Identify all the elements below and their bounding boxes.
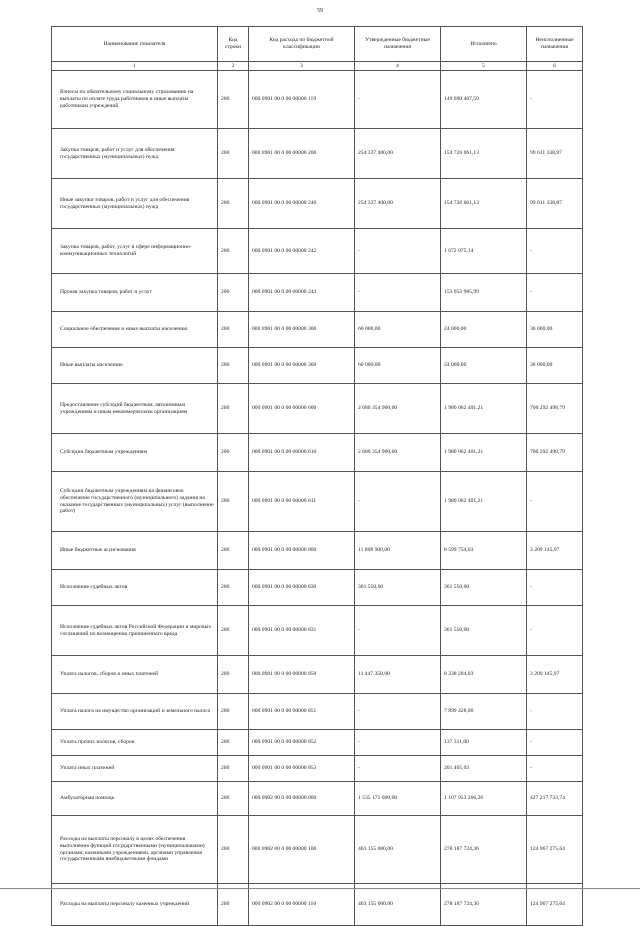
table-row <box>52 434 583 472</box>
table-row <box>52 884 583 926</box>
line-code-cell: 200 <box>218 606 249 656</box>
budget-code-cell: 000 0901 00 0 00 00000 611 <box>249 472 355 532</box>
budget-code-cell: 000 0901 00 0 00 00000 851 <box>249 694 355 730</box>
page-number: 59 <box>317 8 323 14</box>
budget-code-cell: 000 0901 00 0 00 00000 360 <box>249 348 355 384</box>
table-row <box>52 348 583 384</box>
executed-amount-cell: 1 980 062 401,21 <box>441 434 527 472</box>
line-code-cell: 200 <box>218 434 249 472</box>
budget-code-cell: 000 0901 00 0 00 00000 600 <box>249 384 355 434</box>
line-code-cell: 200 <box>218 384 249 434</box>
line-code-cell: 200 <box>218 756 249 782</box>
budget-code-cell: 000 0901 00 0 00 00000 830 <box>249 570 355 606</box>
approved-amount-cell: 254 337 400,00 <box>355 129 441 179</box>
column-number: 2 <box>218 62 249 71</box>
line-code-cell: 200 <box>218 884 249 926</box>
column-number: 4 <box>355 62 441 71</box>
indicator-name-cell: Уплата иных платежей <box>52 756 218 782</box>
line-code-cell: 200 <box>218 179 249 229</box>
table-row <box>52 532 583 570</box>
table-row <box>52 129 583 179</box>
budget-code-cell: 000 0901 00 0 00 00000 240 <box>249 179 355 229</box>
line-code-cell: 200 <box>218 656 249 694</box>
budget-code-cell: 000 0901 00 0 00 00000 831 <box>249 606 355 656</box>
line-code-cell: 200 <box>218 229 249 274</box>
column-number: 3 <box>249 62 355 71</box>
budget-code-cell: 000 0901 00 0 00 00000 610 <box>249 434 355 472</box>
unexecuted-amount-cell: 700 292 498,79 <box>527 384 583 434</box>
unexecuted-amount-cell: - <box>527 730 583 756</box>
indicator-name-cell: Уплата налога на имущество организаций и земельного налога <box>52 694 218 730</box>
executed-amount-cell: 1 980 062 401,21 <box>441 384 527 434</box>
budget-code-cell: 000 0901 00 0 00 00000 242 <box>249 229 355 274</box>
indicator-name-cell: Амбулаторная помощь <box>52 782 218 816</box>
table-row <box>52 384 583 434</box>
budget-code-cell: 000 0901 00 0 00 00000 850 <box>249 656 355 694</box>
table-row <box>52 229 583 274</box>
line-code-cell: 200 <box>218 274 249 312</box>
budget-code-cell: 000 0902 00 0 00 00000 100 <box>249 816 355 884</box>
unexecuted-amount-cell: 99 611 338,87 <box>527 179 583 229</box>
indicator-name-cell: Прочая закупка товаров, работ и услуг <box>52 274 218 312</box>
indicator-name-cell: Предоставление субсидий бюджетным, автономным учреждениям и иным некоммерческим организациям <box>52 384 218 434</box>
unexecuted-amount-cell: 36 000,00 <box>527 348 583 384</box>
indicator-name-cell: Взносы по обязательному социальному страхованию на выплаты по оплате труда работников и иные выплаты работникам учреждений <box>52 71 218 129</box>
approved-amount-cell: 11 808 900,00 <box>355 532 441 570</box>
executed-amount-cell: 1 672 075,14 <box>441 229 527 274</box>
table-row <box>52 656 583 694</box>
approved-amount-cell: - <box>355 606 441 656</box>
indicator-name-cell: Иные закупки товаров, работ и услуг для обеспечения государственных (муниципальных) нужд <box>52 179 218 229</box>
header-executed: Исполнено <box>441 27 527 62</box>
budget-code-cell: 000 0901 00 0 00 00000 200 <box>249 129 355 179</box>
line-code-cell: 200 <box>218 816 249 884</box>
executed-amount-cell: 201 465,03 <box>441 756 527 782</box>
line-code-cell: 200 <box>218 348 249 384</box>
executed-amount-cell: 8 599 754,03 <box>441 532 527 570</box>
unexecuted-amount-cell: 700 292 498,79 <box>527 434 583 472</box>
unexecuted-amount-cell: - <box>527 756 583 782</box>
header-line-code: Код строки <box>218 27 249 62</box>
unexecuted-amount-cell: - <box>527 472 583 532</box>
line-code-cell: 200 <box>218 472 249 532</box>
column-number-row <box>52 62 583 71</box>
header-approved: Утвержденные бюджетные назначения <box>355 27 441 62</box>
table-row <box>52 570 583 606</box>
column-number: 5 <box>441 62 527 71</box>
unexecuted-amount-cell: 99 611 338,87 <box>527 129 583 179</box>
line-code-cell: 200 <box>218 129 249 179</box>
table-row <box>52 472 583 532</box>
column-number: 6 <box>527 62 583 71</box>
indicator-name-cell: Иные выплаты населению <box>52 348 218 384</box>
indicator-name-cell: Социальное обеспечение и иные выплаты населению <box>52 312 218 348</box>
unexecuted-amount-cell: 36 000,00 <box>527 312 583 348</box>
approved-amount-cell: - <box>355 229 441 274</box>
header-budget-code: Код расхода по бюджетной классификации <box>249 27 355 62</box>
header-row <box>52 27 583 62</box>
unexecuted-amount-cell: - <box>527 694 583 730</box>
table-row <box>52 756 583 782</box>
approved-amount-cell: - <box>355 472 441 532</box>
page-bottom-rule <box>0 888 640 889</box>
column-number: 1 <box>52 62 218 71</box>
table-row <box>52 606 583 656</box>
indicator-name-cell: Субсидии бюджетным учреждениям <box>52 434 218 472</box>
table-row <box>52 312 583 348</box>
table-row <box>52 274 583 312</box>
table-row <box>52 179 583 229</box>
budget-code-cell: 000 0901 00 0 00 00000 244 <box>249 274 355 312</box>
executed-amount-cell: 278 187 724,36 <box>441 884 527 926</box>
executed-amount-cell: 278 187 724,36 <box>441 816 527 884</box>
unexecuted-amount-cell: 124 967 275,64 <box>527 884 583 926</box>
indicator-name-cell: Расходы на выплаты персоналу казенных учреждений <box>52 884 218 926</box>
executed-amount-cell: 24 000,00 <box>441 312 527 348</box>
approved-amount-cell: 361 550,00 <box>355 570 441 606</box>
unexecuted-amount-cell: 427 217 733,74 <box>527 782 583 816</box>
line-code-cell: 200 <box>218 694 249 730</box>
approved-amount-cell: - <box>355 274 441 312</box>
indicator-name-cell: Субсидии бюджетным учреждениям на финансовое обеспечение государственного (муниципального) задания на оказание государственных (муниципальных) услуг (выполнение работ) <box>52 472 218 532</box>
unexecuted-amount-cell: 3 209 145,97 <box>527 656 583 694</box>
executed-amount-cell: 153 053 985,99 <box>441 274 527 312</box>
unexecuted-amount-cell: 3 209 145,97 <box>527 532 583 570</box>
budget-code-cell: 000 0902 00 0 00 00000 000 <box>249 782 355 816</box>
executed-amount-cell: 361 550,00 <box>441 570 527 606</box>
indicator-name-cell: Закупка товаров, работ, услуг в сфере информационно-коммуникационных технологий <box>52 229 218 274</box>
budget-code-cell: 000 0901 00 0 00 00000 800 <box>249 532 355 570</box>
indicator-name-cell: Иные бюджетные ассигнования <box>52 532 218 570</box>
approved-amount-cell: 254 337 400,00 <box>355 179 441 229</box>
unexecuted-amount-cell: - <box>527 229 583 274</box>
approved-amount-cell: - <box>355 756 441 782</box>
indicator-name-cell: Закупка товаров, работ и услуг для обеспечения государственных (муниципальных) нужд <box>52 129 218 179</box>
indicator-name-cell: Исполнение судебных актов Российской Федерации и мировых соглашений по возмещению причиненного вреда <box>52 606 218 656</box>
budget-code-cell: 000 0901 00 0 00 00000 119 <box>249 71 355 129</box>
executed-amount-cell: 8 238 204,03 <box>441 656 527 694</box>
indicator-name-cell: Уплата прочих налогов, сборов <box>52 730 218 756</box>
budget-code-cell: 000 0901 00 0 00 00000 300 <box>249 312 355 348</box>
budget-code-cell: 000 0901 00 0 00 00000 852 <box>249 730 355 756</box>
table-row <box>52 816 583 884</box>
executed-amount-cell: 7 899 428,00 <box>441 694 527 730</box>
executed-amount-cell: 361 550,00 <box>441 606 527 656</box>
unexecuted-amount-cell: 124 967 275,64 <box>527 816 583 884</box>
unexecuted-amount-cell: - <box>527 570 583 606</box>
approved-amount-cell: - <box>355 730 441 756</box>
indicator-name-cell: Расходы на выплаты персоналу в целях обеспечения выполнения функций государственными (муниципальными) органами, казенными учреждениями, органами управления государственными внебюджетными фондами <box>52 816 218 884</box>
table-row <box>52 71 583 129</box>
budget-execution-table <box>51 26 583 926</box>
approved-amount-cell: 403 155 000,00 <box>355 884 441 926</box>
header-indicator-name: Наименование показателя <box>52 27 218 62</box>
line-code-cell: 200 <box>218 782 249 816</box>
approved-amount-cell: 60 000,00 <box>355 348 441 384</box>
line-code-cell: 200 <box>218 312 249 348</box>
approved-amount-cell: 2 680 354 900,00 <box>355 434 441 472</box>
line-code-cell: 200 <box>218 570 249 606</box>
unexecuted-amount-cell: - <box>527 606 583 656</box>
line-code-cell: 200 <box>218 730 249 756</box>
table-row <box>52 730 583 756</box>
approved-amount-cell: 1 535 171 000,00 <box>355 782 441 816</box>
line-code-cell: 200 <box>218 71 249 129</box>
header-unexecuted: Неисполненные назначения <box>527 27 583 62</box>
budget-code-cell: 000 0901 00 0 00 00000 853 <box>249 756 355 782</box>
approved-amount-cell: 403 155 000,00 <box>355 816 441 884</box>
executed-amount-cell: 1 107 953 266,26 <box>441 782 527 816</box>
indicator-name-cell: Исполнение судебных актов <box>52 570 218 606</box>
indicator-name-cell: Уплата налогов, сборов и иных платежей <box>52 656 218 694</box>
unexecuted-amount-cell: - <box>527 274 583 312</box>
approved-amount-cell: - <box>355 694 441 730</box>
executed-amount-cell: 1 980 062 401,21 <box>441 472 527 532</box>
table-row <box>52 694 583 730</box>
executed-amount-cell: 137 311,00 <box>441 730 527 756</box>
approved-amount-cell: 11 447 350,00 <box>355 656 441 694</box>
executed-amount-cell: 24 000,00 <box>441 348 527 384</box>
approved-amount-cell: - <box>355 71 441 129</box>
approved-amount-cell: 60 000,00 <box>355 312 441 348</box>
executed-amount-cell: 154 726 061,13 <box>441 179 527 229</box>
executed-amount-cell: 154 726 061,13 <box>441 129 527 179</box>
executed-amount-cell: 149 690 407,59 <box>441 71 527 129</box>
table-row <box>52 782 583 816</box>
approved-amount-cell: 2 680 354 900,00 <box>355 384 441 434</box>
unexecuted-amount-cell: - <box>527 71 583 129</box>
budget-code-cell: 000 0902 00 0 00 00000 110 <box>249 884 355 926</box>
line-code-cell: 200 <box>218 532 249 570</box>
